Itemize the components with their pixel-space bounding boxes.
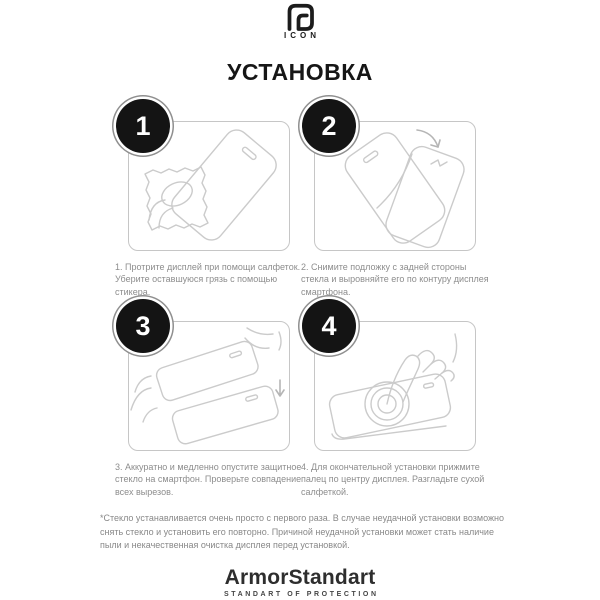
step-4-number: 4	[321, 310, 337, 341]
step-1-caption: 1. Протрите дисплей при помощи салфеток. Уберите оставшуюся грязь с помощью стикера.	[115, 262, 301, 297]
step-2	[296, 98, 488, 298]
icon-logo-text: ICON	[284, 31, 320, 40]
page-title: УСТАНОВКА	[227, 59, 373, 86]
step-3	[110, 298, 302, 498]
step-3-number-badge	[116, 299, 170, 353]
step-2-caption: 2. Снимите подложку с задней стороны стекла и выровняйте его по контуру дисплея смартфона.	[301, 262, 489, 297]
installation-footnote: *Стекло устанавливается очень просто с первого раза. В случае неудачной установки возможно снять стекло и установить его повторно. Причиной неудачной установки может стать наличие пыли и некачественная очистка дисплея перед установкой.	[100, 513, 504, 550]
step-4-number-badge	[302, 299, 356, 353]
step-3-number: 3	[135, 310, 151, 341]
icon-logo-glyph-icon	[272, 2, 328, 32]
step-4	[296, 298, 488, 498]
step-1	[110, 98, 302, 298]
step-1-number: 1	[135, 110, 151, 141]
footer-tagline: STANDART OF PROTECTION	[223, 591, 379, 598]
icon-series-logo-icon	[272, 2, 328, 32]
step-3-caption: 3. Аккуратно и медленно опустите защитное стекло на смартфон. Проверьте совпадение всех вырезов.	[115, 462, 302, 497]
step-2-number: 2	[321, 110, 337, 141]
step-1-number-badge	[116, 99, 170, 153]
armorstandart-wordmark: ArmorStandart	[224, 566, 376, 589]
step-2-number-badge	[302, 99, 356, 153]
step-4-caption: 4. Для окончательной установки прижмите палец по центру дисплея. Разгладьте сухой салфеткой.	[301, 462, 485, 497]
